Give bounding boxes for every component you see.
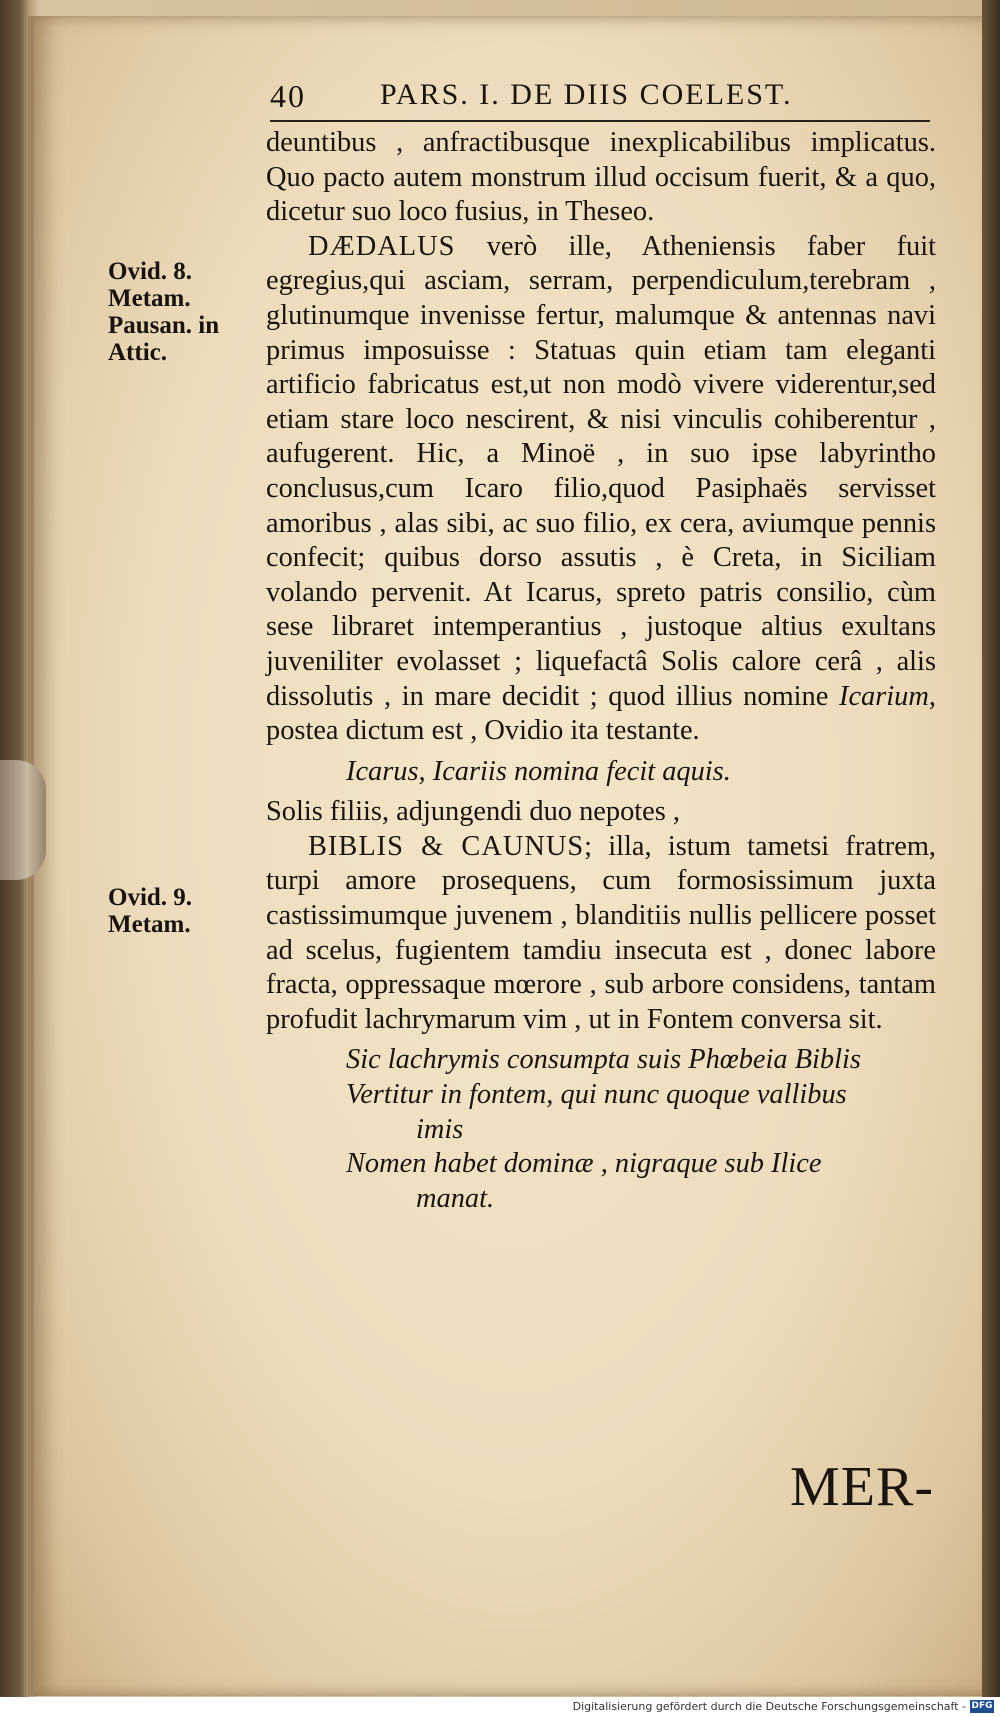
biblis-heading: BIBLIS & CAUNUS — [308, 830, 585, 862]
page-number: 40 — [270, 78, 306, 114]
paragraph-daedalus — [266, 230, 936, 749]
verse-biblis — [266, 1043, 936, 1216]
dfg-logo-icon: DFG — [971, 1701, 993, 1711]
icarium-term: Icarium — [839, 680, 929, 712]
header-rule — [270, 120, 930, 122]
paragraph-biblis — [266, 830, 936, 1038]
digitization-footer — [0, 1697, 1000, 1717]
book-binding — [982, 0, 1000, 1717]
running-title: PARS. I. DE DIIS COELEST. — [380, 78, 793, 111]
margin-note-ovid-8: Ovid. 8. Metam. Pausan. in Attic. — [108, 258, 220, 366]
paragraph-labyrinth: deuntibus , anfractibusque inexplicabilibus implicatus. Quo pacto autem monstrum illud occisum fuerit, & a quo, dicetur suo loco fusius, in Theseo. — [266, 127, 936, 228]
verse-line: manat. — [416, 1182, 495, 1214]
verse-line: Nomen habet dominæ , nigraque sub Ilice — [346, 1148, 822, 1180]
verse-line: Vertitur in fontem, qui nunc quoque vallibus — [346, 1079, 847, 1111]
daedalus-text-end: , postea dictum est , Ovidio ita testante. — [266, 680, 936, 747]
page-clip — [0, 760, 46, 880]
verse-line: imis — [416, 1113, 464, 1145]
verse-line: Icarus, Icariis nomina fecit aquis. — [346, 755, 731, 787]
daedalus-heading: DÆDALUS — [308, 230, 456, 262]
margin-note-ovid-9: Ovid. 9. Metam. — [108, 884, 193, 938]
page-header — [270, 78, 830, 118]
footer-credit: Digitalisierung gefördert durch die Deutsche Forschungsgemeinschaft - — [572, 1700, 966, 1713]
daedalus-text: verò ille, Atheniensis faber fuit egregius,qui asciam, serram, perpendiculum,terebram , glutinumque invenisse fertur, malumque & antennas navi primus imposuisse : Statuas quin etiam tam eleganti artificio fabricatus est,ut non modò vivere viderentur,sed etiam stare loco nescirent, & nisi vinculis cohiberentur , aufugerent. Hic, a Minoë , in suo ipse labyrintho conclusus,cum Icaro filio,quod Pasiphaës servisset amoribus , alas sibi, ac suo filio, ex cera, aviumque pennis confecit; quibus dorso assutis , è Creta, in Siciliam volando pervenit. At Icarus, spreto patris consilio, cùm sese libraret intemperantius , justoque altius exultans juveniliter evolasset ; liquefactâ Solis calore cerâ , alis dissolutis , in mare decidit ; quod illius nomine — [266, 230, 936, 712]
verse-icarus — [266, 755, 936, 790]
verse-line: Sic lachrymis consumpta suis Phœbeia Biblis — [346, 1044, 861, 1076]
biblis-text: ; illa, istum tametsi fratrem, turpi amore prosequens, cum formosissimum juxta castissimumque juvenem , blanditiis nullis pellicere posset ad scelus, fugientem tamdiu insecuta est , donec labore fracta, oppressaque mœrore , sub arbore considens, tantam profudit lachrymarum vim , ut in Fontem conversa sit. — [266, 830, 937, 1035]
paragraph-nepotes: Solis filiis, adjungendi duo nepotes , — [266, 796, 681, 828]
main-text — [266, 126, 936, 1222]
catchword: MER- — [790, 1456, 934, 1518]
